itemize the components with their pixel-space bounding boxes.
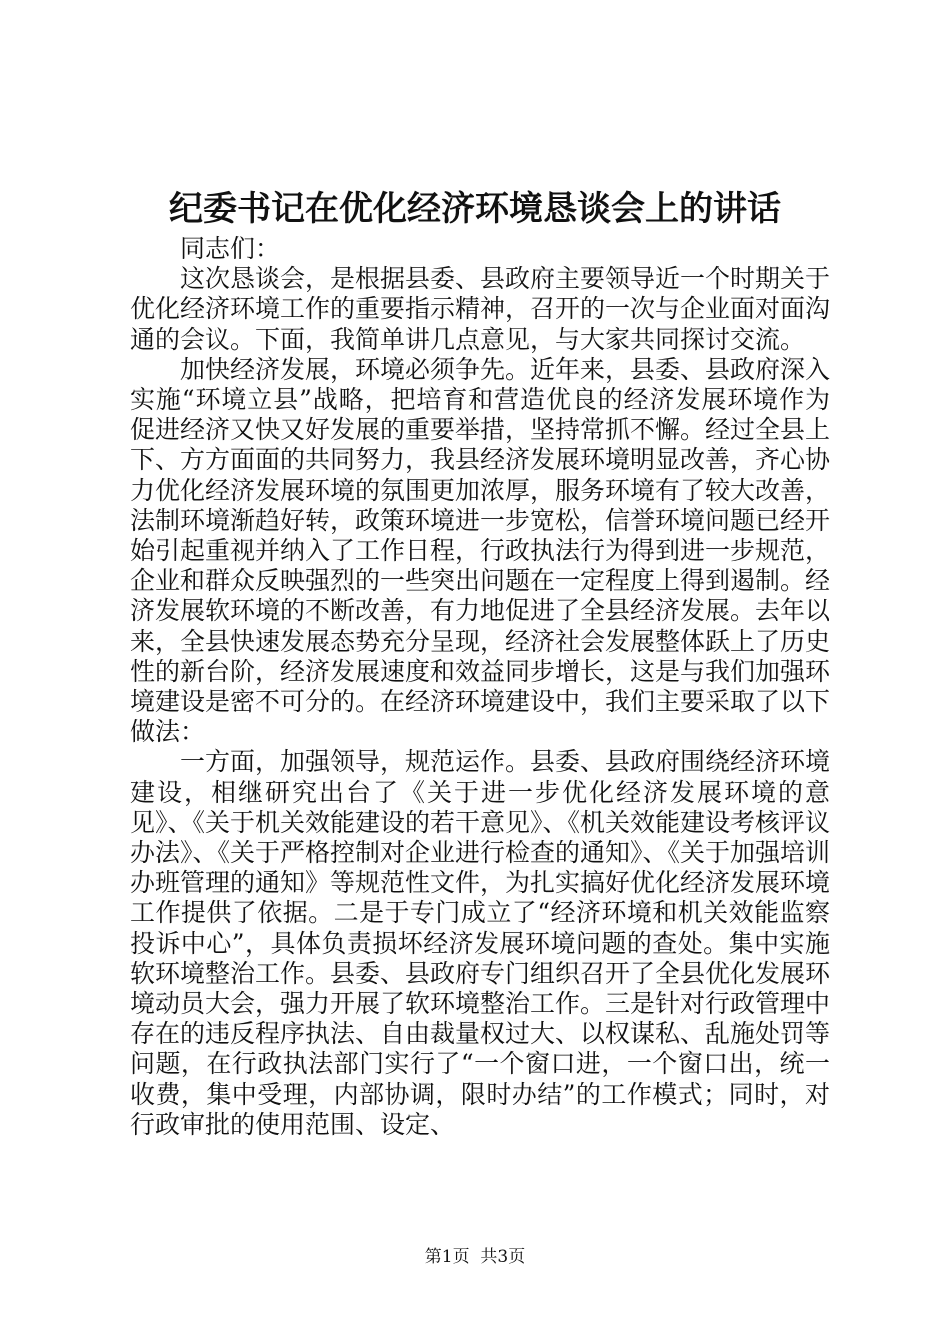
salutation: 同志们：	[180, 234, 281, 263]
document-title: 纪委书记在优化经济环境恳谈会上的讲话	[169, 189, 781, 229]
paragraph-measures: 一方面，加强领导，规范运作。县委、县政府围绕经济环境建设，相继研究出台了《关于进一步优化经济发展环境的意见》、《关于机关效能建设的若干意见》、《机关效能建设考核评议办法》、《关于严格控制对企业进行检查的通知》、《关于加强培训办班管理的通知》等规范性文件，为扎实搞好优化经济发展环境工作提供了依据。二是于专门成立了“经济环境和机关效能监察投诉中心”，具体负责损坏经济发展环境问题的查处。集中实施软环境整治工作。县委、县政府专门组织召开了全县优化发展环境动员大会，强力开展了软环境整治工作。三是针对行政管理中存在的违反程序执法、自由裁量权过大、以权谋私、乱施处罚等问题，在行政执法部门实行了“一个窗口进，一个窗口出，统一收费，集中受理，内部协调，限时办结”的工作模式；同时，对行政审批的使用范围、设定、	[130, 747, 831, 1139]
page-number-footer: 第1页 共3页	[424, 1247, 526, 1267]
paragraph-environment: 加快经济发展，环境必须争先。近年来，县委、县政府深入实施“环境立县”战略，把培育和营造优良的经济发展环境作为促进经济又快又好发展的重要举措，坚持常抓不懈。经过全县上下、方方面面的共同努力，我县经济发展环境明显改善，齐心协力优化经济发展环境的氛围更加浓厚，服务环境有了较大改善，法制环境渐趋好转，政策环境进一步宽松，信誉环境问题已经开始引起重视并纳入了工作日程，行政执法行为得到进一步规范，企业和群众反映强烈的一些突出问题在一定程度上得到遏制。经济发展软环境的不断改善，有力地促进了全县经济发展。去年以来，全县快速发展态势充分呈现，经济社会发展整体跃上了历史性的新台阶，经济发展速度和效益同步增长，这是与我们加强环境建设是密不可分的。在经济环境建设中，我们主要采取了以下做法：	[130, 354, 831, 747]
document-body	[130, 234, 830, 1140]
paragraph-intro: 这次恳谈会，是根据县委、县政府主要领导近一个时期关于优化经济环境工作的重要指示精神，召开的一次与企业面对面沟通的会议。下面，我简单讲几点意见，与大家共同探讨交流。	[130, 264, 831, 354]
